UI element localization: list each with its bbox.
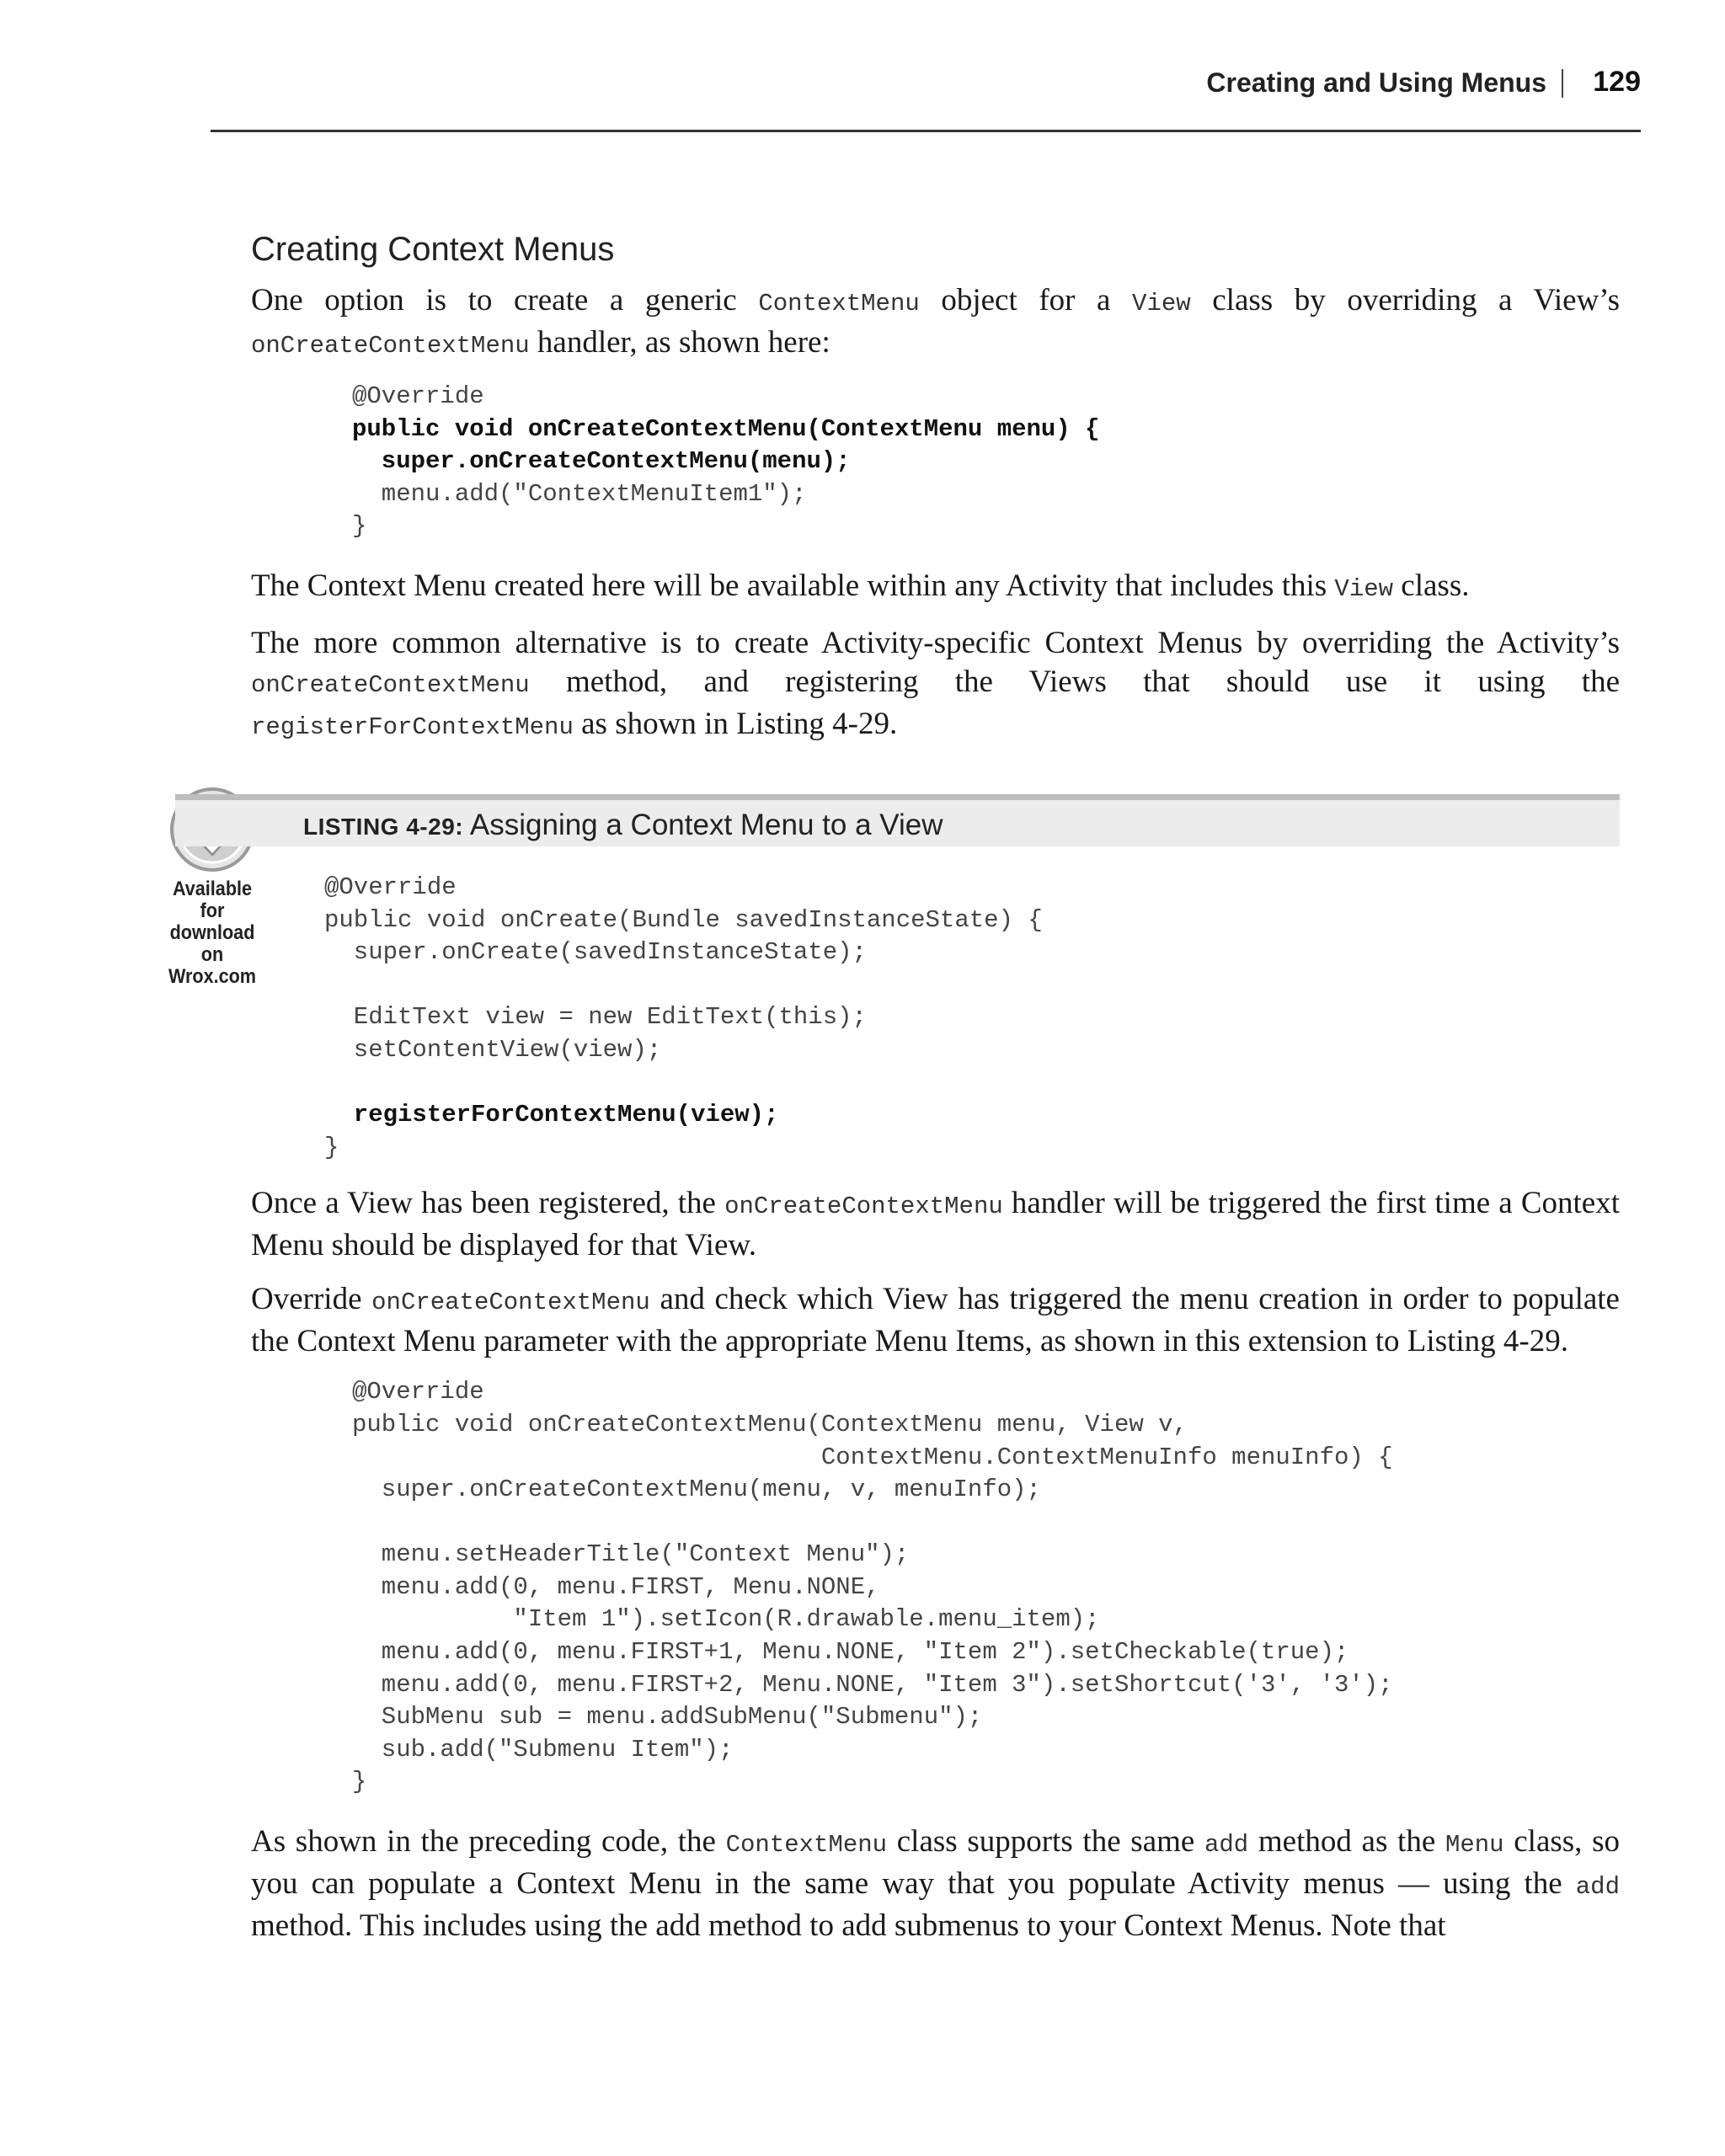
running-header (211, 62, 1641, 132)
code-line: @Override (324, 873, 457, 901)
text-run: method, and registering the Views that should use it using the (529, 664, 1620, 699)
inline-code: onCreateContextMenu (371, 1289, 650, 1317)
code-line: menu.add(0, menu.FIRST+2, Menu.NONE, "Item 3").setShortcut('3', '3'); (352, 1670, 1393, 1699)
inline-code: ContextMenu (758, 290, 920, 318)
section-heading: Creating Context Menus (251, 231, 615, 268)
inline-code: Menu (1445, 1831, 1504, 1860)
text-run: The more common alternative is to create Activity-specific Context Menus by overriding the Activity’s (251, 625, 1620, 660)
text-run: The Context Menu created here will be available within any Activity that includes this (251, 568, 1335, 603)
code-line: } (324, 1133, 339, 1161)
text-run: Override (251, 1282, 372, 1317)
code-line (324, 1067, 1620, 1100)
code-block-view-context-menu (352, 381, 1620, 543)
code-line: super.onCreate(savedInstanceState); (324, 938, 867, 967)
text-run: handler, as shown here: (529, 325, 830, 360)
paragraph-activity-context-menus (251, 624, 1620, 747)
code-line: menu.add(0, menu.FIRST+1, Menu.NONE, "Item 2").setCheckable(true); (352, 1638, 1349, 1667)
code-line: } (352, 1768, 367, 1796)
text-run: class supports the same (887, 1824, 1204, 1860)
paragraph-intro (251, 281, 1620, 366)
code-line: super.onCreateContextMenu(menu); (352, 447, 851, 476)
code-line: sub.add("Submenu Item"); (352, 1735, 734, 1764)
inline-code: View (1334, 574, 1394, 603)
code-line: public void onCreateContextMenu(ContextMenu menu) { (352, 414, 1100, 443)
code-line: public void onCreate(Bundle savedInstanceState) { (324, 905, 1043, 934)
text-run: Once a View has been registered, the (251, 1186, 725, 1221)
code-line: registerForContextMenu(view); (324, 1101, 779, 1129)
text-run: class. (1393, 568, 1470, 603)
code-line (324, 969, 1620, 1002)
paragraph-view-registered (251, 1184, 1620, 1265)
code-line: menu.add("ContextMenuItem1"); (352, 479, 807, 508)
code-block-register-context-menu (324, 872, 1620, 1164)
page-content (168, 229, 1620, 1961)
inline-code: onCreateContextMenu (251, 332, 530, 360)
code-line: public void onCreateContextMenu(ContextMenu menu, View v, (352, 1410, 1188, 1438)
text-run: class, so you can populate a Context Menu in the same way that you populate Activity menus — using the (251, 1824, 1620, 1902)
inline-code: add (1575, 1873, 1620, 1902)
text-run: method. This includes using the add method to add submenus to your Context Menus. Note that (251, 1908, 1446, 1944)
text-run: handler will be triggered the first time a Context Menu should be displayed for that View. (251, 1186, 1620, 1263)
text-run: and check which View has triggered the menu creation in order to populate the Context Menu parameter with the appropriate Menu Items, as shown in this extension to Listing 4-29. (251, 1282, 1620, 1359)
code-line (352, 1507, 1620, 1540)
code-line: "Item 1").setIcon(R.drawable.menu_item); (352, 1605, 1100, 1634)
inline-code: onCreateContextMenu (724, 1193, 1003, 1221)
inline-code: onCreateContextMenu (251, 670, 530, 699)
text-run: as shown in Listing 4-29. (573, 706, 898, 741)
download-text-line: Available for (172, 877, 253, 922)
listing-caption: Assigning a Context Menu to a View (463, 808, 943, 841)
code-line: menu.setHeaderTitle("Context Menu"); (352, 1540, 910, 1569)
download-text (167, 878, 258, 988)
code-block-populate-context-menu (352, 1376, 1620, 1799)
listing-title-bar (175, 794, 1620, 846)
listing-title (303, 808, 943, 842)
code-line: super.onCreateContextMenu(menu, v, menuInfo); (352, 1476, 1041, 1504)
text-run: One option is to create a generic (251, 283, 759, 318)
inline-code: add (1204, 1831, 1249, 1860)
text-run: class by overriding a View’s (1190, 283, 1620, 318)
code-line: @Override (352, 382, 484, 410)
page-number: 129 (1593, 66, 1641, 98)
text-run: As shown in the preceding code, the (251, 1824, 726, 1860)
download-text-line: download on (169, 921, 255, 966)
code-line: setContentView(view); (324, 1035, 662, 1064)
code-line: } (352, 512, 367, 541)
inline-code: View (1132, 290, 1191, 318)
listing-label: LISTING 4-29: (303, 813, 464, 840)
download-text-line: Wrox.com (168, 964, 257, 988)
code-line: menu.add(0, menu.FIRST, Menu.NONE, (352, 1572, 880, 1601)
text-run: method as the (1248, 1824, 1445, 1860)
code-line: SubMenu sub = menu.addSubMenu("Submenu"); (352, 1703, 983, 1732)
paragraph-context-menu-availability (251, 567, 1620, 609)
header-separator (1562, 69, 1563, 98)
inline-code: ContextMenu (725, 1831, 888, 1860)
code-line: EditText view = new EditText(this); (324, 1003, 867, 1032)
running-header-title: Creating and Using Menus (1206, 67, 1546, 98)
paragraph-override-handler (251, 1280, 1620, 1361)
code-line: ContextMenu.ContextMenuInfo menuInfo) { (352, 1443, 1393, 1471)
listing-4-29 (168, 794, 1620, 1164)
paragraph-add-method (251, 1822, 1620, 1945)
text-run: object for a (919, 283, 1133, 318)
inline-code: registerForContextMenu (251, 712, 574, 741)
code-line: @Override (352, 1378, 484, 1406)
